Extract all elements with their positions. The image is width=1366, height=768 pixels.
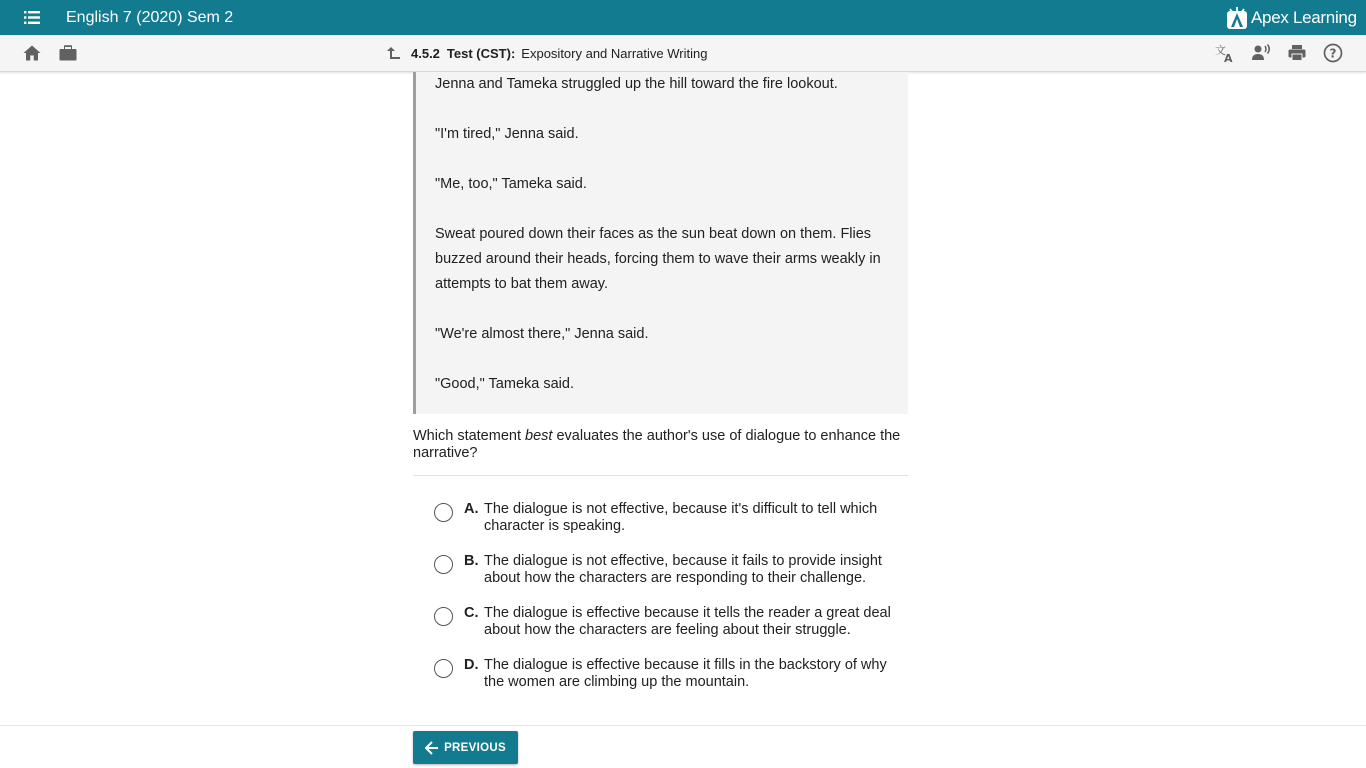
- radio-button[interactable]: [434, 555, 453, 574]
- radio-button[interactable]: [434, 659, 453, 678]
- svg-text:文: 文: [1215, 44, 1226, 57]
- choice-a[interactable]: [413, 501, 908, 553]
- brand-name: Apex Learning: [1251, 8, 1357, 27]
- choice-b[interactable]: [413, 553, 908, 605]
- choice-text[interactable]: The dialogue is effective because it tells the reader a great deal about how the characters are feeling about their struggle.: [484, 605, 891, 638]
- choice-text[interactable]: The dialogue is effective because it fills in the backstory of why the women are climbing up the mountain.: [484, 657, 887, 690]
- passage-paragraph: "We're almost there," Jenna said.: [435, 326, 649, 342]
- breadcrumb: [385, 45, 707, 61]
- apex-logo: [1227, 6, 1357, 30]
- activity-kind: Test (CST):: [446, 45, 516, 61]
- choice-letter: C.: [464, 605, 479, 621]
- question-emphasis: best: [525, 428, 553, 444]
- translate-icon[interactable]: [1215, 43, 1235, 63]
- top-bar: [0, 0, 1366, 35]
- choice-letter: A.: [464, 501, 479, 517]
- menu-icon[interactable]: [24, 11, 40, 24]
- svg-text:A: A: [1224, 52, 1233, 63]
- activity-number: 4.5.2: [411, 45, 440, 61]
- passage-paragraph: Jenna and Tameka struggled up the hill toward the fire lookout.: [435, 76, 838, 92]
- course-title: English 7 (2020) Sem 2: [66, 9, 234, 26]
- radio-button[interactable]: [434, 607, 453, 626]
- choice-c[interactable]: [413, 605, 908, 657]
- footer-bar: [0, 725, 1366, 768]
- answer-choices: [413, 501, 908, 709]
- help-icon[interactable]: [1323, 43, 1343, 63]
- question-prompt: Which statement best evaluates the author's use of dialogue to enhance the narrative?: [413, 428, 908, 476]
- choice-letter: B.: [464, 553, 479, 569]
- briefcase-icon[interactable]: [58, 43, 78, 63]
- arrow-left-icon: [425, 741, 439, 755]
- radio-button[interactable]: [434, 503, 453, 522]
- passage-paragraph: "I'm tired," Jenna said.: [435, 126, 579, 142]
- choice-letter: D.: [464, 657, 479, 673]
- question-content: [413, 72, 908, 709]
- text-to-speech-icon[interactable]: [1251, 43, 1271, 63]
- previous-label: PREVIOUS: [444, 741, 506, 754]
- reading-passage: [413, 72, 908, 414]
- choice-text[interactable]: The dialogue is not effective, because it's difficult to tell which character is speaking.: [484, 501, 878, 534]
- apex-logo-icon: [1227, 7, 1247, 29]
- activity-name: Expository and Narrative Writing: [521, 45, 708, 61]
- up-arrow-icon[interactable]: [385, 45, 401, 61]
- toolbar: [0, 35, 1366, 72]
- choice-text[interactable]: The dialogue is not effective, because it fails to provide insight about how the characters are responding to their challenge.: [484, 553, 882, 586]
- passage-paragraph: "Good," Tameka said.: [435, 376, 574, 392]
- svg-text:?: ?: [1329, 46, 1337, 61]
- home-icon[interactable]: [22, 43, 42, 63]
- passage-paragraph: Sweat poured down their faces as the sun beat down on them. Flies buzzed around their heads, forcing them to wave their arms weakly in attempts to bat them away.: [435, 226, 881, 292]
- previous-button[interactable]: [413, 731, 518, 764]
- print-icon[interactable]: [1287, 43, 1307, 63]
- choice-d[interactable]: [413, 657, 908, 709]
- passage-paragraph: "Me, too," Tameka said.: [435, 176, 587, 192]
